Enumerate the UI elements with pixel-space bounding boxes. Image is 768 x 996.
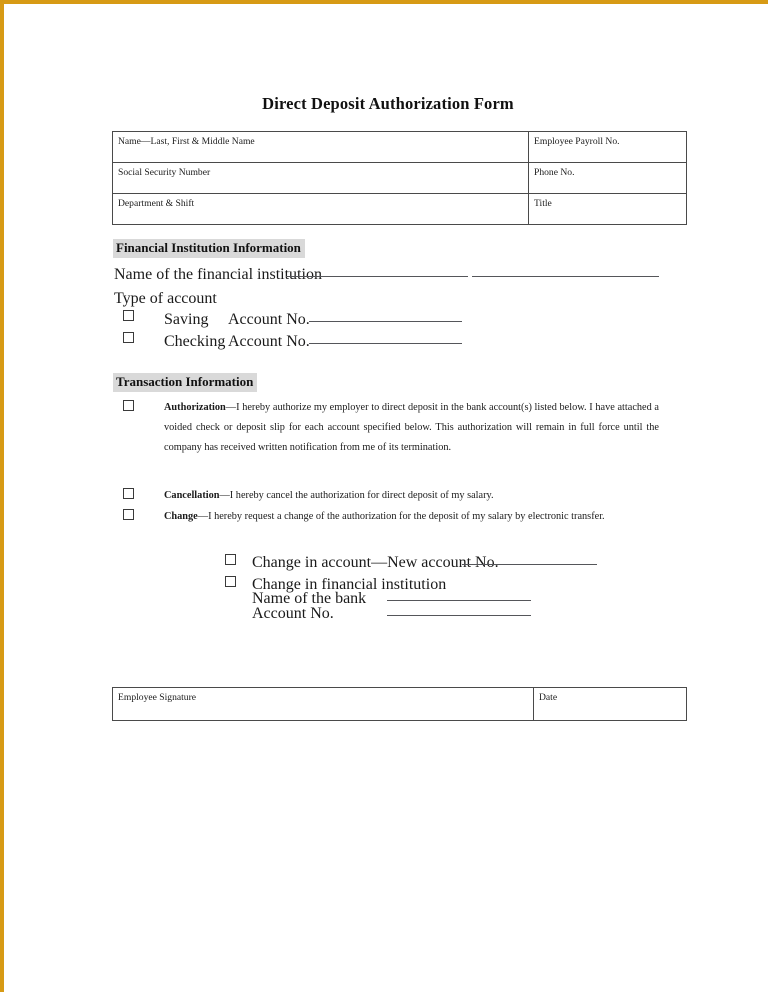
label-change-in-account: Change in account—New account No. <box>252 554 499 571</box>
label-bank-account-no: Account No. <box>252 605 334 622</box>
checkbox-authorization[interactable] <box>123 400 134 411</box>
checkbox-cancellation[interactable] <box>123 488 134 499</box>
label-type-of-account: Type of account <box>114 290 217 307</box>
section-heading-financial-institution: Financial Institution Information <box>113 239 305 258</box>
checkbox-checking[interactable] <box>123 332 134 343</box>
text-change: —I hereby request a change of the authorization for the deposit of my salary by electronic transfer. <box>197 511 605 522</box>
checkbox-saving[interactable] <box>123 310 134 321</box>
employee-information-table <box>112 131 687 225</box>
label-name-of-financial-institution: Name of the financial institution <box>114 266 322 283</box>
input-rule-bank-name[interactable] <box>387 600 531 601</box>
input-rule-saving-account-no[interactable] <box>309 321 462 322</box>
text-cancellation: —I hereby cancel the authorization for direct deposit of my salary. <box>219 490 494 501</box>
field-label-name[interactable]: Name—Last, First & Middle Name <box>113 132 529 163</box>
input-rule-new-account-no[interactable] <box>462 564 597 565</box>
checkbox-change[interactable] <box>123 509 134 520</box>
paragraph-cancellation <box>164 486 494 506</box>
checkbox-change-in-account[interactable] <box>225 554 236 565</box>
label-saving: Saving <box>164 311 209 328</box>
field-label-date[interactable]: Date <box>534 688 687 721</box>
label-saving-account-no: Account No. <box>228 311 310 328</box>
field-label-employee-payroll-no[interactable]: Employee Payroll No. <box>529 132 687 163</box>
label-checking: Checking <box>164 333 226 350</box>
page-title: Direct Deposit Authorization Form <box>262 94 514 113</box>
paragraph-authorization <box>164 398 659 458</box>
signature-table <box>112 687 687 721</box>
input-rule-financial-institution-b[interactable] <box>472 276 659 277</box>
field-label-title[interactable]: Title <box>529 194 687 225</box>
input-rule-financial-institution-a[interactable] <box>286 276 468 277</box>
section-heading-transaction-information: Transaction Information <box>113 373 257 392</box>
label-name-of-the-bank: Name of the bank <box>252 590 367 607</box>
term-authorization: Authorization <box>164 402 226 413</box>
document-page <box>4 4 768 996</box>
table-row <box>113 132 687 163</box>
text-authorization: —I hereby authorize my employer to direct deposit in the bank account(s) listed below. I have attached a voided check or deposit slip for each account specified below. This authorization will remain in full force until the company has received written notification from me of its termination. <box>164 402 659 454</box>
term-cancellation: Cancellation <box>164 490 220 501</box>
table-row <box>113 194 687 225</box>
term-change: Change <box>164 511 198 522</box>
label-checking-account-no: Account No. <box>228 333 310 350</box>
field-label-employee-signature[interactable]: Employee Signature <box>113 688 534 721</box>
input-rule-bank-account-no[interactable] <box>387 615 531 616</box>
table-row <box>113 163 687 194</box>
paragraph-change <box>164 507 659 527</box>
table-row <box>113 688 687 721</box>
field-label-social-security-number[interactable]: Social Security Number <box>113 163 529 194</box>
checkbox-change-in-financial-institution[interactable] <box>225 576 236 587</box>
input-rule-checking-account-no[interactable] <box>309 343 462 344</box>
label-change-in-financial-institution: Change in financial institution <box>252 576 447 593</box>
field-label-phone-no[interactable]: Phone No. <box>529 163 687 194</box>
field-label-department-and-shift[interactable]: Department & Shift <box>113 194 529 225</box>
